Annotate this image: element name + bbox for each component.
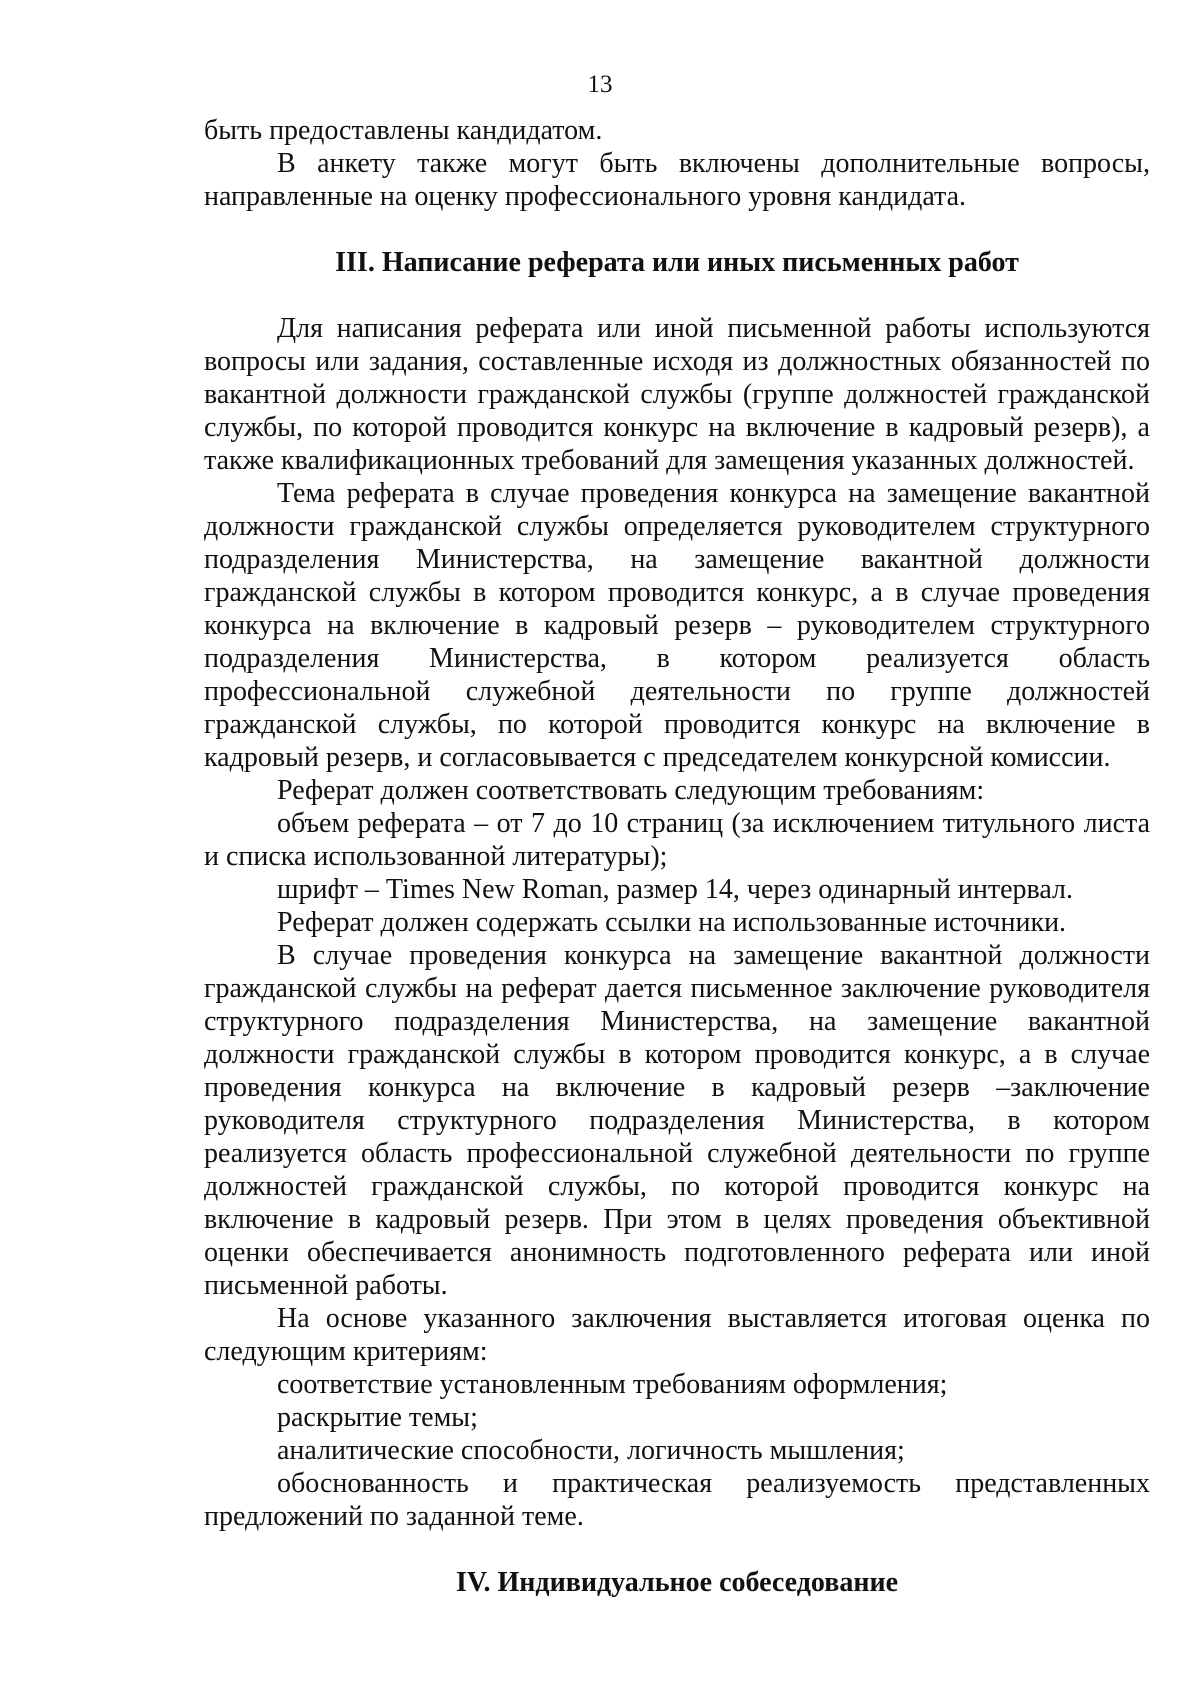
spacer	[204, 1533, 1150, 1566]
spacer	[204, 213, 1150, 246]
list-item: аналитические способности, логичность мышления;	[277, 1435, 905, 1466]
paragraph: В случае проведения конкурса на замещение вакантной должности гражданской службы на реферат дается письменное заключение руководителя структурного подразделения Министерства, на замещение вакантной должности гражданской службы в котором проводится конкурс, а в случае проведения конкурса на включение в кадровый резерв –заключение руководителя структурного подразделения Министерства, в котором реализуется область профессиональной служебной деятельности по группе должностей гражданской службы, по которой проводится конкурс на включение в кадровый резерв. При этом в целях проведения объективной оценки обеспечивается анонимность подготовленного реферата или иной письменной работы.	[204, 940, 1150, 1301]
paragraph: шрифт – Times New Roman, размер 14, через одинарный интервал.	[277, 874, 1074, 905]
list-item: обоснованность и практическая реализуемость представленных предложений по заданной теме.	[204, 1468, 1150, 1532]
spacer	[204, 279, 1150, 312]
paragraph-continuation: быть предоставлены кандидатом.	[204, 115, 603, 146]
list-item: раскрытие темы;	[277, 1402, 478, 1433]
list-item: соответствие установленным требованиям оформления;	[277, 1369, 948, 1400]
paragraph: Реферат должен соответствовать следующим требованиям:	[277, 775, 985, 806]
paragraph: Тема реферата в случае проведения конкурса на замещение вакантной должности гражданской службы определяется руководителем структурного подразделения Министерства, на замещение вакантной должности гражданской службы в котором проводится конкурс, а в случае проведения конкурса на включение в кадровый резерв – руководителем структурного подразделения Министерства, в котором реализуется область профессиональной служебной деятельности по группе должностей гражданской службы, по которой проводится конкурс на включение в кадровый резерв, и согласовывается с председателем конкурсной комиссии.	[204, 478, 1150, 773]
paragraph: Для написания реферата или иной письменной работы используются вопросы или задания, составленные исходя из должностных обязанностей по вакантной должности гражданской службы (группе должностей гражданской службы, по которой проводится конкурс на включение в кадровый резерв), а также квалификационных требований для замещения указанных должностей.	[204, 313, 1150, 476]
section-heading-3: III. Написание реферата или иных письменных работ	[335, 247, 1019, 278]
paragraph: На основе указанного заключения выставляется итоговая оценка по следующим критериям:	[204, 1303, 1150, 1367]
page-number: 13	[587, 71, 613, 98]
section-heading-4: IV. Индивидуальное собеседование	[455, 1567, 899, 1598]
paragraph-questionnaire: В анкету также могут быть включены дополнительные вопросы, направленные на оценку профессионального уровня кандидата.	[204, 148, 1150, 212]
paragraph: объем реферата – от 7 до 10 страниц (за исключением титульного листа и списка использованной литературы);	[204, 808, 1150, 872]
document-body	[204, 114, 1150, 1599]
paragraph: Реферат должен содержать ссылки на использованные источники.	[277, 907, 1067, 938]
